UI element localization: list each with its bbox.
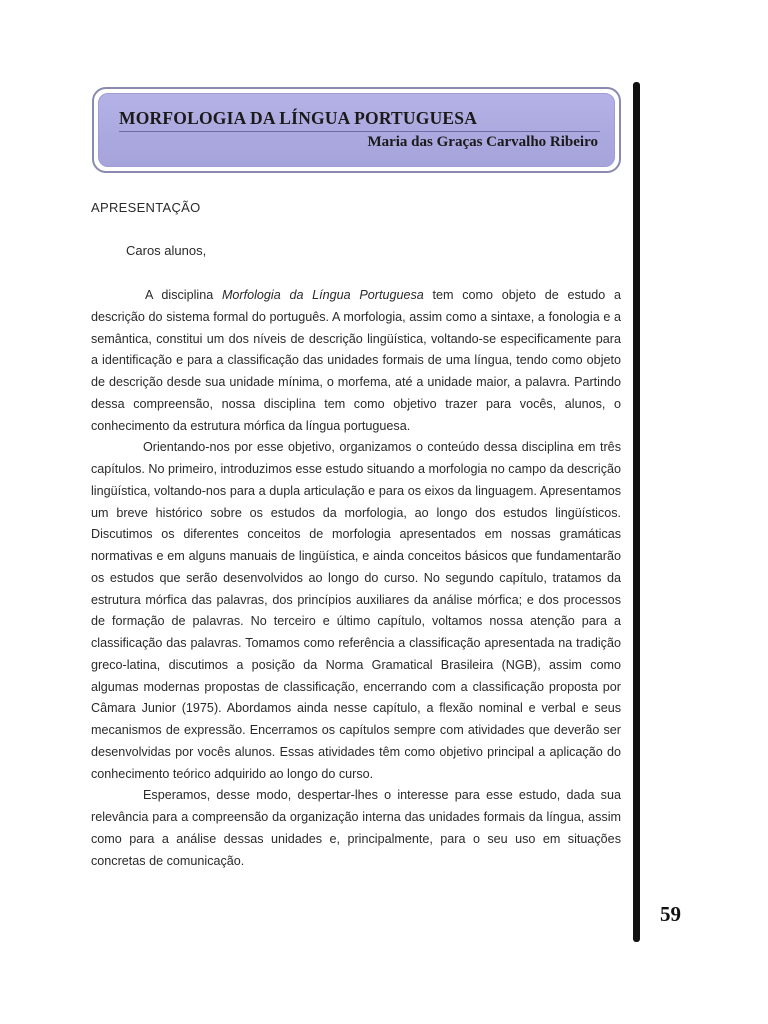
page-margin-bar — [633, 82, 640, 942]
header-box — [92, 87, 621, 173]
paragraph-1 — [91, 285, 621, 437]
book-title: MORFOLOGIA DA LÍNGUA PORTUGUESA — [119, 108, 478, 128]
section-heading: APRESENTAÇÃO — [91, 200, 201, 215]
course-name: Morfologia da Língua Portuguesa — [221, 288, 424, 302]
paragraph-1-rest: tem como objeto de estudo a descrição do sistema formal do português. A morfologia, assim como a sintaxe, a fonologia e a semântica, constitui um dos níveis de descrição lingüística, voltando-se especificamente para a identificação e para a classificação das unidades formais de uma língua, tendo como objeto de descrição desde sua unidade mínima, o morfema, até a unidade maior, a palavra. Partindo dessa compreensão, nossa disciplina tem como objetivo trazer para vocês, alunos, o conhecimento da estrutura mórfica da língua portuguesa. — [91, 288, 621, 433]
paragraph-1-intro: A disciplina — [145, 288, 222, 302]
salutation: Caros alunos, — [126, 243, 207, 258]
title-divider — [119, 131, 600, 132]
body-text — [91, 285, 621, 872]
book-author: Maria das Graças Carvalho Ribeiro — [367, 134, 598, 150]
page-number: 59 — [660, 902, 681, 926]
paragraph-3: Esperamos, desse modo, despertar-lhes o interesse para esse estudo, dada sua relevância para a compreensão da organização interna das unidades formais da língua, assim como para a análise dessas unidades e, principalmente, para o seu uso em situações concretas de comunicação. — [91, 788, 621, 868]
paragraph-2: Orientando-nos por esse objetivo, organizamos o conteúdo dessa disciplina em três capítulos. No primeiro, introduzimos esse estudo situando a morfologia no campo da descrição lingüística, voltando-nos para a dupla articulação e para os eixos da linguagem. Apresentamos um breve histórico sobre os estudos da morfologia, ao longo dos estudos lingüísticos. Discutimos os diferentes conceitos de morfologia apresentados em nossas gramáticas normativas e em alguns manuais de lingüística, e ainda conceitos básicos que fundamentarão os estudos que serão desenvolvidos ao longo do curso. No segundo capítulo, tratamos da estrutura mórfica das palavras, dos princípios auxiliares da análise mórfica; e dos processos de formação de palavras. No terceiro e último capítulo, voltamos nossa atenção para a classificação das palavras. Tomamos como referência a classificação apresentada na tradição greco-latina, discutimos a posição da Norma Gramatical Brasileira (NGB), assim como algumas modernas propostas de classificação, encerrando com a classificação proposta por Câmara Junior (1975). Abordamos ainda nesse capítulo, a flexão nominal e verbal e seus mecanismos de expressão. Encerramos os capítulos sempre com atividades que deverão ser desenvolvidas por vocês alunos. Essas atividades têm como objetivo principal a aplicação do conhecimento teórico adquirido ao longo do curso. — [91, 440, 621, 781]
header-banner — [98, 93, 615, 167]
